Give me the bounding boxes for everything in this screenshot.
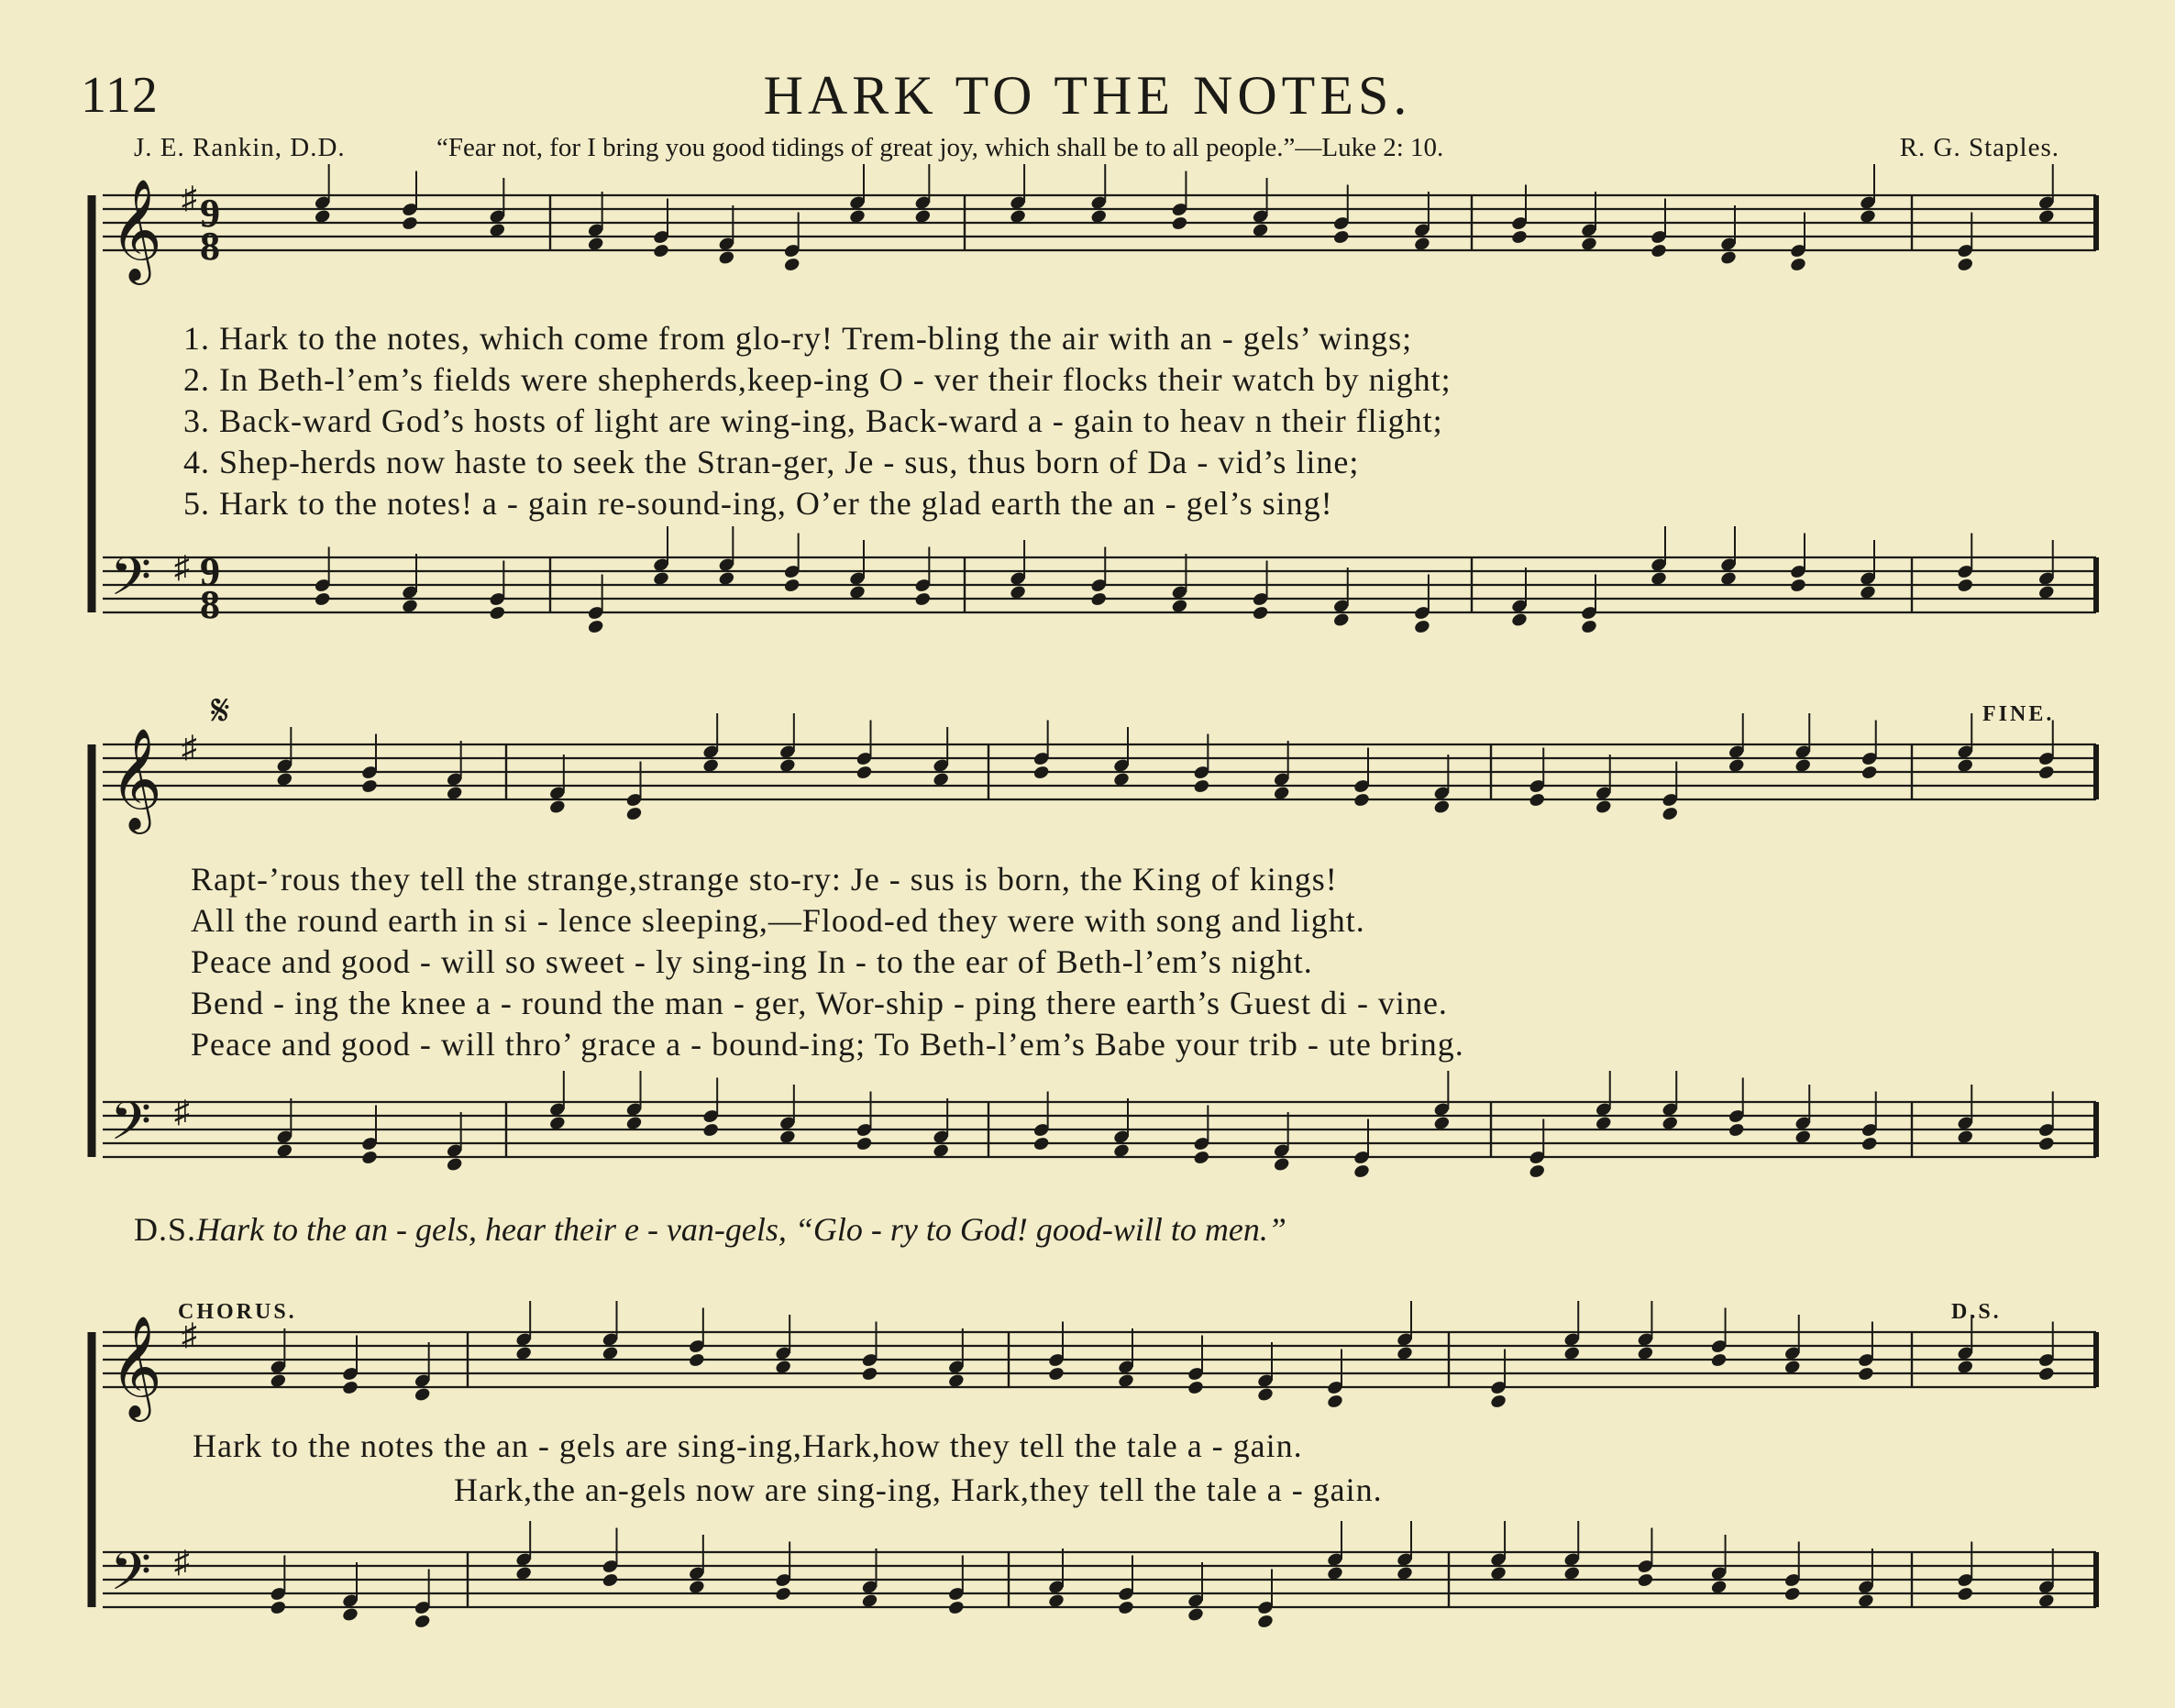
note-head <box>341 1380 359 1396</box>
note-head <box>2037 765 2056 781</box>
note-head <box>652 243 670 259</box>
treble-staff <box>103 1332 2096 1387</box>
note-head <box>1089 591 1108 608</box>
chorus-lyric-line: Hark,the an-gels now are sing-ing, Hark,they tell the tale a - gain. <box>454 1471 1383 1508</box>
note-head <box>414 1614 432 1630</box>
note-head <box>1510 229 1529 246</box>
scripture-epigraph: “Fear not, for I bring you good tidings of great joy, which shall be to all people.”—Luke 2: 10. <box>436 133 1444 162</box>
note-head <box>1256 1614 1275 1630</box>
treble-clef-icon: 𝄞 <box>110 178 162 281</box>
note-head <box>314 591 332 608</box>
note-head <box>1187 1606 1205 1623</box>
note-head <box>1433 799 1452 815</box>
bass-clef-icon: 𝄢 <box>110 1540 152 1615</box>
note-head <box>270 1600 288 1616</box>
lyric-line: Rapt-’rous they tell the strange,strange sto-ry: Je - sus is born, the King of kings! <box>191 861 1338 898</box>
note-head <box>774 1586 792 1603</box>
ds-lyric-line <box>134 1210 1286 1249</box>
verse-lyrics-system-1 <box>183 319 1452 525</box>
note-head <box>1032 1136 1051 1152</box>
note-head <box>1528 1163 1546 1180</box>
chorus-lyrics <box>193 1427 1383 1515</box>
note-head <box>914 591 933 608</box>
note-head <box>1032 765 1051 781</box>
note-head <box>1171 215 1189 232</box>
bass-clef-icon: 𝄢 <box>110 1090 152 1165</box>
note-head <box>1117 1600 1135 1616</box>
ds-prefix: D.S. <box>134 1211 197 1248</box>
note-head <box>1860 765 1879 781</box>
time-signature-numerator: 9 <box>200 191 220 236</box>
author-credit: J. E. Rankin, D.D. <box>134 133 346 162</box>
note-head <box>856 1136 874 1152</box>
note-head <box>1332 612 1351 628</box>
note-head <box>401 215 419 232</box>
note-head <box>341 1606 359 1623</box>
note-head <box>602 1572 620 1589</box>
note-head <box>1332 229 1351 246</box>
key-signature: ♯ <box>182 731 197 765</box>
note-head <box>1728 1122 1746 1139</box>
note-head <box>1580 619 1598 635</box>
composer-credit: R. G. Staples. <box>1899 133 2059 162</box>
time-signature-denominator: 8 <box>200 224 220 269</box>
time-signature-denominator: 8 <box>200 582 220 627</box>
note-head <box>861 1366 879 1383</box>
segno-sign: 𝄋 <box>211 687 230 735</box>
note-head <box>1193 1150 1211 1166</box>
note-head <box>1783 1586 1802 1603</box>
chorus-marking: CHORUS. <box>178 1300 297 1324</box>
note-head <box>1187 1380 1205 1396</box>
note-head <box>783 578 801 594</box>
hymn-title: HARK TO THE NOTES. <box>763 65 1412 126</box>
note-head <box>1193 778 1211 795</box>
treble-clef-icon: 𝄞 <box>110 727 162 830</box>
note-head <box>489 605 507 622</box>
note-head <box>360 1150 379 1166</box>
note-head <box>1956 578 1974 594</box>
note-head <box>1789 257 1807 273</box>
lyric-line: 1. Hark to the notes, which come from glo-ry! Trem-bling the air with an - gels’ wings; <box>183 320 1413 357</box>
fine-marking: FINE. <box>1982 702 2055 726</box>
note-head <box>2037 1366 2056 1383</box>
note-head <box>1789 578 1807 594</box>
note-head <box>625 806 644 822</box>
note-head <box>1860 1136 1879 1152</box>
note-head <box>1637 1572 1655 1589</box>
note-head <box>1510 612 1529 628</box>
lyric-line: Peace and good - will so sweet - ly sing-ing In - to the ear of Beth-l’em’s night. <box>191 943 1313 980</box>
ds-text: Hark to the an - gels, hear their e - van-gels, “Glo - ry to God! good-will to men.” <box>196 1211 1286 1248</box>
note-head <box>856 765 874 781</box>
note-head <box>701 1122 720 1139</box>
note-head <box>2037 1136 2056 1152</box>
note-head <box>1413 619 1431 635</box>
lyric-line: 4. Shep-herds now haste to seek the Stran-ger, Je - sus, thus born of Da - vid’s line; <box>183 444 1360 480</box>
note-head <box>1661 806 1679 822</box>
note-head <box>1273 1156 1291 1173</box>
lyric-line: 3. Back-ward God’s hosts of light are wing-ing, Back-ward a - gain to heav n their flight; <box>183 402 1443 439</box>
lyric-line: 5. Hark to the notes! a - gain re-sound-ing, O’er the glad earth the an - gel’s sing! <box>183 485 1333 522</box>
key-signature: ♯ <box>174 551 190 585</box>
verse-lyrics-system-2 <box>191 860 1464 1066</box>
note-head <box>1719 249 1738 266</box>
chorus-lyric-line: Hark to the notes the an - gels are sing-ing,Hark,how they tell the tale a - gain. <box>193 1427 1303 1464</box>
treble-clef-icon: 𝄞 <box>110 1315 162 1417</box>
note-head <box>947 1600 966 1616</box>
note-head <box>1256 1386 1275 1403</box>
lyric-line: All the round earth in si - lence sleeping,—Flood-ed they were with song and light. <box>191 902 1365 939</box>
key-signature: ♯ <box>174 1546 190 1580</box>
note-head <box>1352 1163 1371 1180</box>
note-head <box>1650 243 1668 259</box>
note-head <box>1252 605 1270 622</box>
lyric-line: Peace and good - will thro’ grace a - bound-ing; To Beth-l’em’s Babe your trib - ute bring. <box>191 1026 1464 1063</box>
note-head <box>1528 792 1546 809</box>
note-head <box>1352 792 1371 809</box>
note-head <box>548 799 567 815</box>
note-head <box>1047 1366 1065 1383</box>
note-head <box>718 249 736 266</box>
key-signature: ♯ <box>182 1318 197 1352</box>
note-head <box>1857 1366 1875 1383</box>
time-signature-numerator: 9 <box>200 549 220 594</box>
note-head <box>414 1386 432 1403</box>
key-signature: ♯ <box>174 1096 190 1129</box>
note-head <box>1489 1394 1507 1410</box>
note-head <box>1956 1586 1974 1603</box>
key-signature: ♯ <box>182 182 197 215</box>
note-head <box>587 619 605 635</box>
note-head <box>1595 799 1613 815</box>
note-head <box>783 257 801 273</box>
lyric-line: 2. In Beth-l’em’s fields were shepherds,keep-ing O - ver their flocks their watch by night; <box>183 361 1452 398</box>
bass-staff <box>103 1102 2096 1157</box>
note-head <box>1956 257 1974 273</box>
note-head <box>360 778 379 795</box>
lyric-line: Bend - ing the knee a - round the man - ger, Wor-ship - ping there earth’s Guest di - vine. <box>191 985 1448 1021</box>
bass-clef-icon: 𝄢 <box>110 545 152 621</box>
ds-marking: D.S. <box>1951 1300 2002 1324</box>
note-head <box>688 1352 706 1369</box>
note-head <box>1326 1394 1344 1410</box>
page-number: 112 <box>81 67 159 124</box>
note-head <box>1710 1352 1728 1369</box>
note-head <box>446 1156 464 1173</box>
